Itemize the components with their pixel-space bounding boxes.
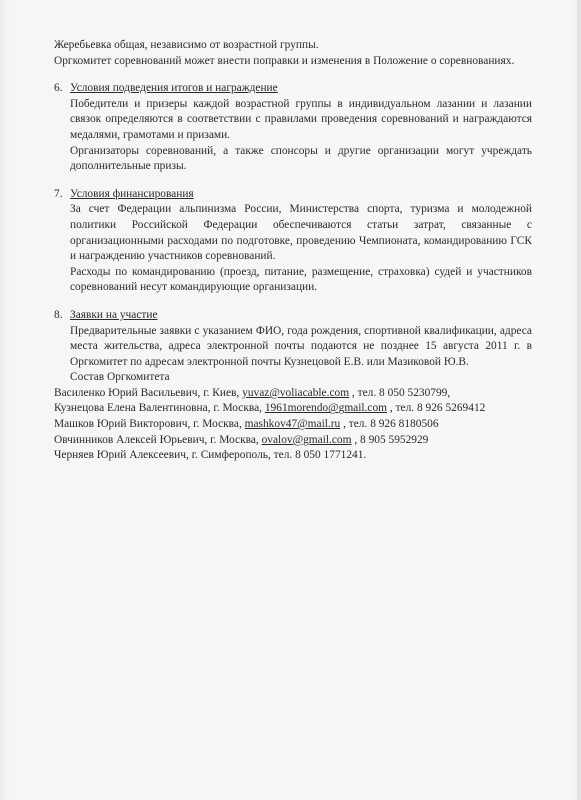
email-link[interactable]: yuvaz@voliacable.com bbox=[242, 386, 350, 399]
contact-line bbox=[54, 401, 532, 417]
section-8-paragraph-1: Предварительные заявки с указанием ФИО, года рождения, спортивной квалификации, адреса места жительства, адреса электронной почты подаются не позднее 15 августа 2011 г. в Оргкомитет по адресам электронной почты Кузнецовой Е.В. или Мазиковой Ю.В. bbox=[70, 324, 532, 368]
email-link[interactable]: mashkov47@mail.ru bbox=[244, 418, 341, 431]
section-7-title: Условия финансирования bbox=[70, 187, 194, 200]
section-6 bbox=[54, 81, 532, 175]
section-7-paragraph-2: Расходы по командированию (проезд, питание, размещение, страховка) судей и участников соревнований несут командирующие организации. bbox=[70, 265, 532, 294]
section-8-heading bbox=[54, 308, 532, 324]
contact-line bbox=[54, 386, 532, 402]
contact-phone: , 8 905 5952929 bbox=[351, 433, 429, 446]
section-7-paragraph-1: За счет Федерации альпинизма России, Министерства спорта, туризма и молодежной политики Российской Федерации обеспечиваются статьи затрат, связанные с организационными расходами по подготовке, проведению Чемпионата, командированию ГСК и награждению участников соревнований. bbox=[70, 203, 532, 263]
contact-name: Василенко Юрий Васильевич, г. Киев, bbox=[54, 386, 243, 399]
section-6-heading bbox=[54, 81, 532, 97]
contact-phone: , тел. 8 926 5269412 bbox=[387, 402, 486, 415]
section-7-heading bbox=[54, 187, 532, 203]
email-link[interactable]: ovalov@gmail.com bbox=[261, 433, 352, 446]
section-7-number: 7. bbox=[54, 187, 63, 200]
contact-line bbox=[54, 433, 532, 449]
intro-line-2: Оргкомитет соревнований может внести поправки и изменения в Положение о соревнованиях. bbox=[54, 54, 515, 67]
contact-line bbox=[54, 417, 532, 433]
section-8-number: 8. bbox=[54, 308, 63, 321]
contact-name: Овчинников Алексей Юрьевич, г. Москва, bbox=[54, 433, 262, 446]
section-8-title: Заявки на участие bbox=[70, 308, 158, 321]
intro-line-1: Жеребьевка общая, независимо от возрастной группы. bbox=[54, 39, 319, 51]
contact-phone: , тел. 8 926 8180506 bbox=[340, 418, 439, 431]
contact-name: Кузнецова Елена Валентиновна, г. Москва, bbox=[54, 402, 265, 415]
contact-line bbox=[54, 448, 532, 464]
email-link[interactable]: 1961morendo@gmail.com bbox=[264, 402, 388, 415]
committee-contacts bbox=[54, 386, 532, 464]
section-6-paragraph-1: Победители и призеры каждой возрастной группы в индивидуальном лазании и лазании связок определяются в соответствии с правилами проведения соревнований и награждаются медалями, грамотами и призами. bbox=[70, 97, 532, 141]
section-7 bbox=[54, 187, 532, 296]
contact-phone: , тел. 8 050 5230799, bbox=[349, 386, 451, 399]
committee-label: Состав Оргкомитета bbox=[70, 371, 170, 384]
section-6-paragraph-2: Организаторы соревнований, а также спонсоры и другие организации могут учреждать дополнительные призы. bbox=[70, 144, 532, 173]
section-6-number: 6. bbox=[54, 82, 63, 95]
section-8 bbox=[54, 308, 532, 464]
page-edge bbox=[577, 0, 581, 800]
section-6-title: Условия подведения итогов и награждение bbox=[70, 82, 278, 95]
contact-name: Черняев Юрий Алексеевич, г. Симферополь, тел. 8 050 1771241. bbox=[54, 449, 367, 462]
document-body bbox=[54, 38, 532, 464]
contact-name: Машков Юрий Викторович, г. Москва, bbox=[54, 418, 245, 431]
